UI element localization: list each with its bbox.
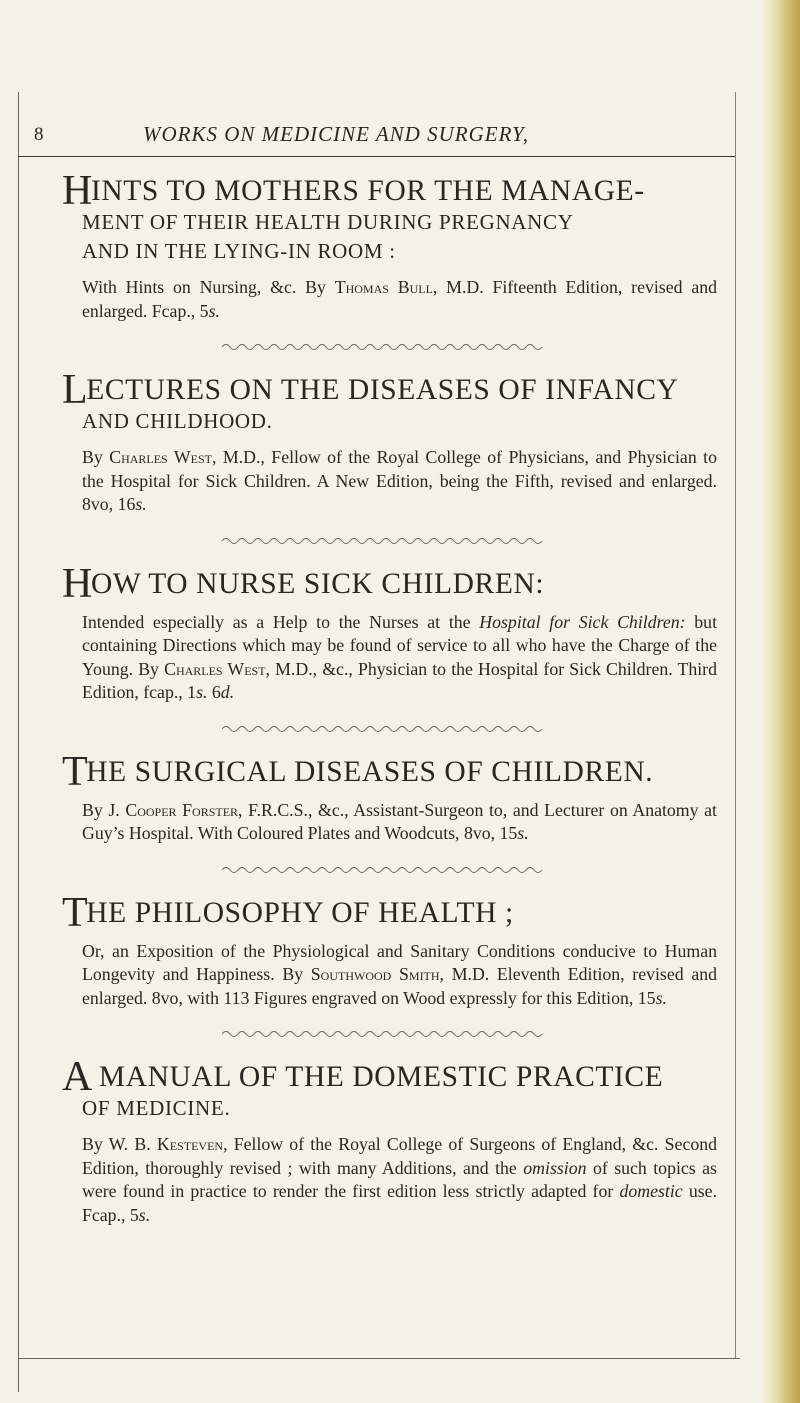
- entry-description: Intended especially as a Help to the Nurses at the Hospital for Sick Children: but containing Directions which may be found of service to all who have the Charge of the Young. By Charles West, M.D., &c., Physician to the Hospital for Sick Children. Third Edition, fcap., 1s. 6d.: [82, 611, 718, 702]
- running-head: WORKS ON MEDICINE AND SURGERY,: [143, 122, 530, 146]
- wavy-separator: [222, 337, 567, 359]
- entry-title: A MANUAL OF THE DOMESTIC PRACTICE: [62, 1054, 664, 1100]
- frame-rule-bottom: [18, 1358, 740, 1359]
- wavy-separator: [222, 1024, 567, 1046]
- author-name: Cooper Forster,: [125, 799, 243, 820]
- frame-rule-right: [735, 92, 736, 1358]
- book-entry: [62, 1054, 718, 1227]
- title-initial: H: [62, 560, 93, 607]
- title-initial: L: [62, 367, 89, 413]
- book-entry: [62, 748, 717, 846]
- wavy-separator: [222, 860, 567, 882]
- book-entry: [62, 168, 717, 323]
- author-name: Charles West,: [164, 658, 270, 679]
- book-list: [62, 168, 718, 1227]
- header-rule: [18, 156, 735, 157]
- entry-subtitle: AND IN THE LYING-IN ROOM :: [82, 239, 396, 263]
- book-entry: [62, 560, 718, 705]
- wavy-separator: [222, 719, 567, 741]
- book-entry: [62, 889, 717, 1011]
- entry-description: By W. B. Kesteven, Fellow of the Royal College of Surgeons of England, &c. Second Edition, thoroughly revised ; with many Additions, and the omission of such topics as were found in practice to render the first edition less strictly adapted for domestic use. Fcap., 5s.: [82, 1134, 718, 1225]
- entry-title: HINTS TO MOTHERS FOR THE MANAGE-: [62, 168, 645, 214]
- title-initial: H: [62, 168, 93, 214]
- author-name: Kesteven,: [156, 1134, 228, 1154]
- author-name: Southwood Smith,: [310, 964, 445, 984]
- entry-subtitle: MENT OF THEIR HEALTH DURING PREGNANCY: [82, 210, 574, 234]
- wavy-separator: [222, 531, 567, 553]
- page-header: [18, 120, 735, 156]
- entry-subtitle: OF MEDICINE.: [82, 1096, 231, 1120]
- entry-title: HOW TO NURSE SICK CHILDREN:: [62, 560, 545, 607]
- entry-title: THE SURGICAL DISEASES OF CHILDREN.: [62, 748, 654, 795]
- page-edge: [760, 0, 800, 1403]
- entry-description: By J. Cooper Forster, F.R.C.S., &c., Assistant-Surgeon to, and Lecturer on Anatomy at Guy’s Hospital. With Coloured Plates and Woodcuts, 8vo, 15s.: [82, 799, 717, 843]
- book-entry: [62, 367, 717, 517]
- entry-subtitle: AND CHILDHOOD.: [82, 409, 273, 433]
- entry-description: With Hints on Nursing, &c. By Thomas Bull, M.D. Fifteenth Edition, revised and enlarged. Fcap., 5s.: [82, 277, 717, 321]
- title-initial: T: [62, 748, 89, 795]
- entry-description: By Charles West, M.D., Fellow of the Royal College of Physicians, and Physician to the Hospital for Sick Children. A New Edition, being the Fifth, revised and enlarged. 8vo, 16s.: [82, 447, 717, 514]
- entry-title: LECTURES ON THE DISEASES OF INFANCY: [62, 367, 679, 413]
- page-number: 8: [34, 124, 44, 145]
- title-initial: A: [62, 1054, 93, 1100]
- author-name: Thomas Bull,: [334, 277, 438, 297]
- frame-rule-left: [0, 92, 19, 1392]
- entry-title: THE PHILOSOPHY OF HEALTH ;: [62, 889, 514, 936]
- author-name: Charles West,: [109, 447, 217, 467]
- title-initial: T: [62, 889, 89, 936]
- entry-description: Or, an Exposition of the Physiological and Sanitary Conditions conducive to Human Longevity and Happiness. By Southwood Smith, M.D. Eleventh Edition, revised and enlarged. 8vo, with 113 Figures engraved on Wood expressly for this Edition, 15s.: [82, 940, 717, 1008]
